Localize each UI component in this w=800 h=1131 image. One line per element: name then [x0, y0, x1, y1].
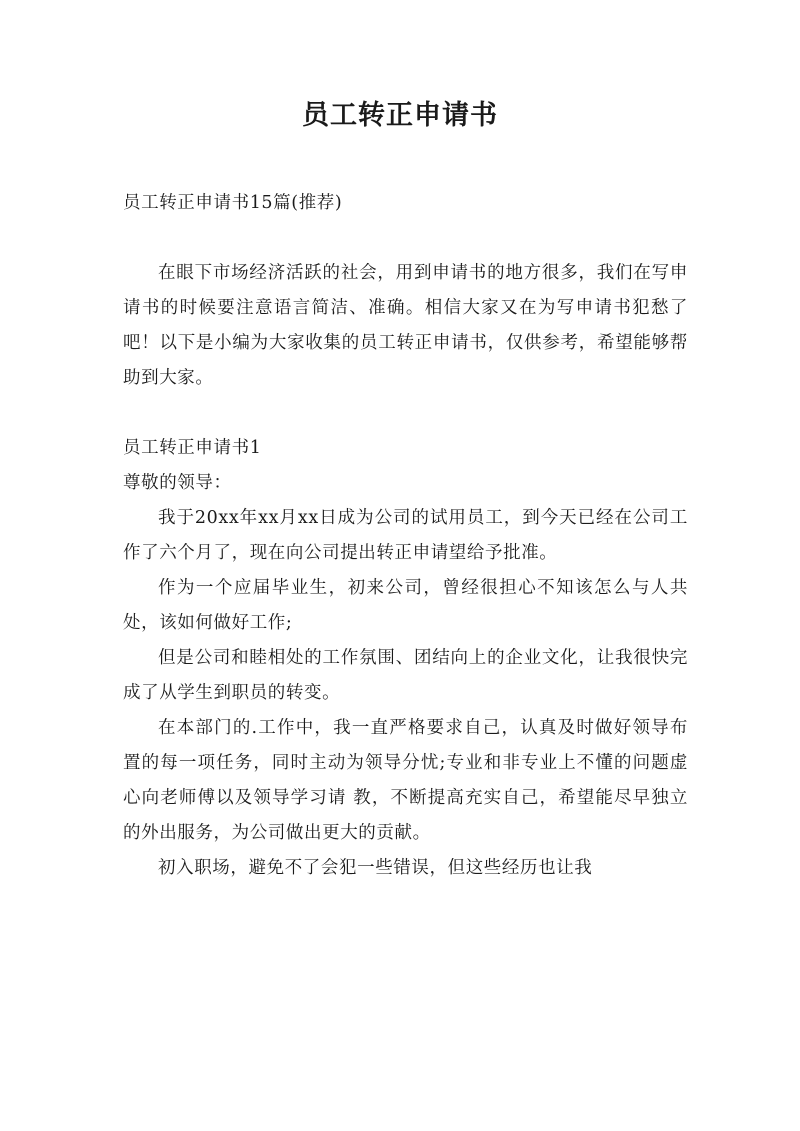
document-subtitle: 员工转正申请书15篇(推荐) — [123, 193, 343, 213]
body-paragraph: 但是公司和睦相处的工作氛围、团结向上的企业文化，让我很快完成了从学生到职员的转变。 — [123, 648, 688, 703]
body-paragraph: 作为一个应届毕业生，初来公司，曾经很担心不知该怎么与人共处，该如何做好工作; — [123, 578, 688, 633]
body-paragraph: 我于20xx年xx月xx日成为公司的试用员工，到今天已经在公司工作了六个月了，现在向公司提出转正申请望给予批准。 — [123, 508, 688, 563]
salutation: 尊敬的领导： — [123, 473, 232, 493]
body-paragraph: 初入职场，避免不了会犯一些错误，但这些经历也让我 — [158, 858, 593, 878]
body-paragraph: 在本部门的.工作中，我一直严格要求自己，认真及时做好领导布置的每一项任务，同时主动为领导分忧;专业和非专业上不懂的问题虚心向老师傅以及领导学习请 教，不断提高充实自己，希望能尽早独立的外出服务，为公司做出更大的贡献。 — [123, 718, 688, 843]
intro-paragraph: 在眼下市场经济活跃的社会，用到申请书的地方很多，我们在写申请书的时候要注意语言简洁、准确。相信大家又在为写申请书犯愁了吧！以下是小编为大家收集的员工转正申请书，仅供参考，希望能够帮助到大家。 — [123, 263, 688, 388]
document-body — [123, 186, 688, 886]
page-title: 员工转正申请书 — [302, 100, 498, 131]
section-heading: 员工转正申请书1 — [123, 438, 262, 458]
